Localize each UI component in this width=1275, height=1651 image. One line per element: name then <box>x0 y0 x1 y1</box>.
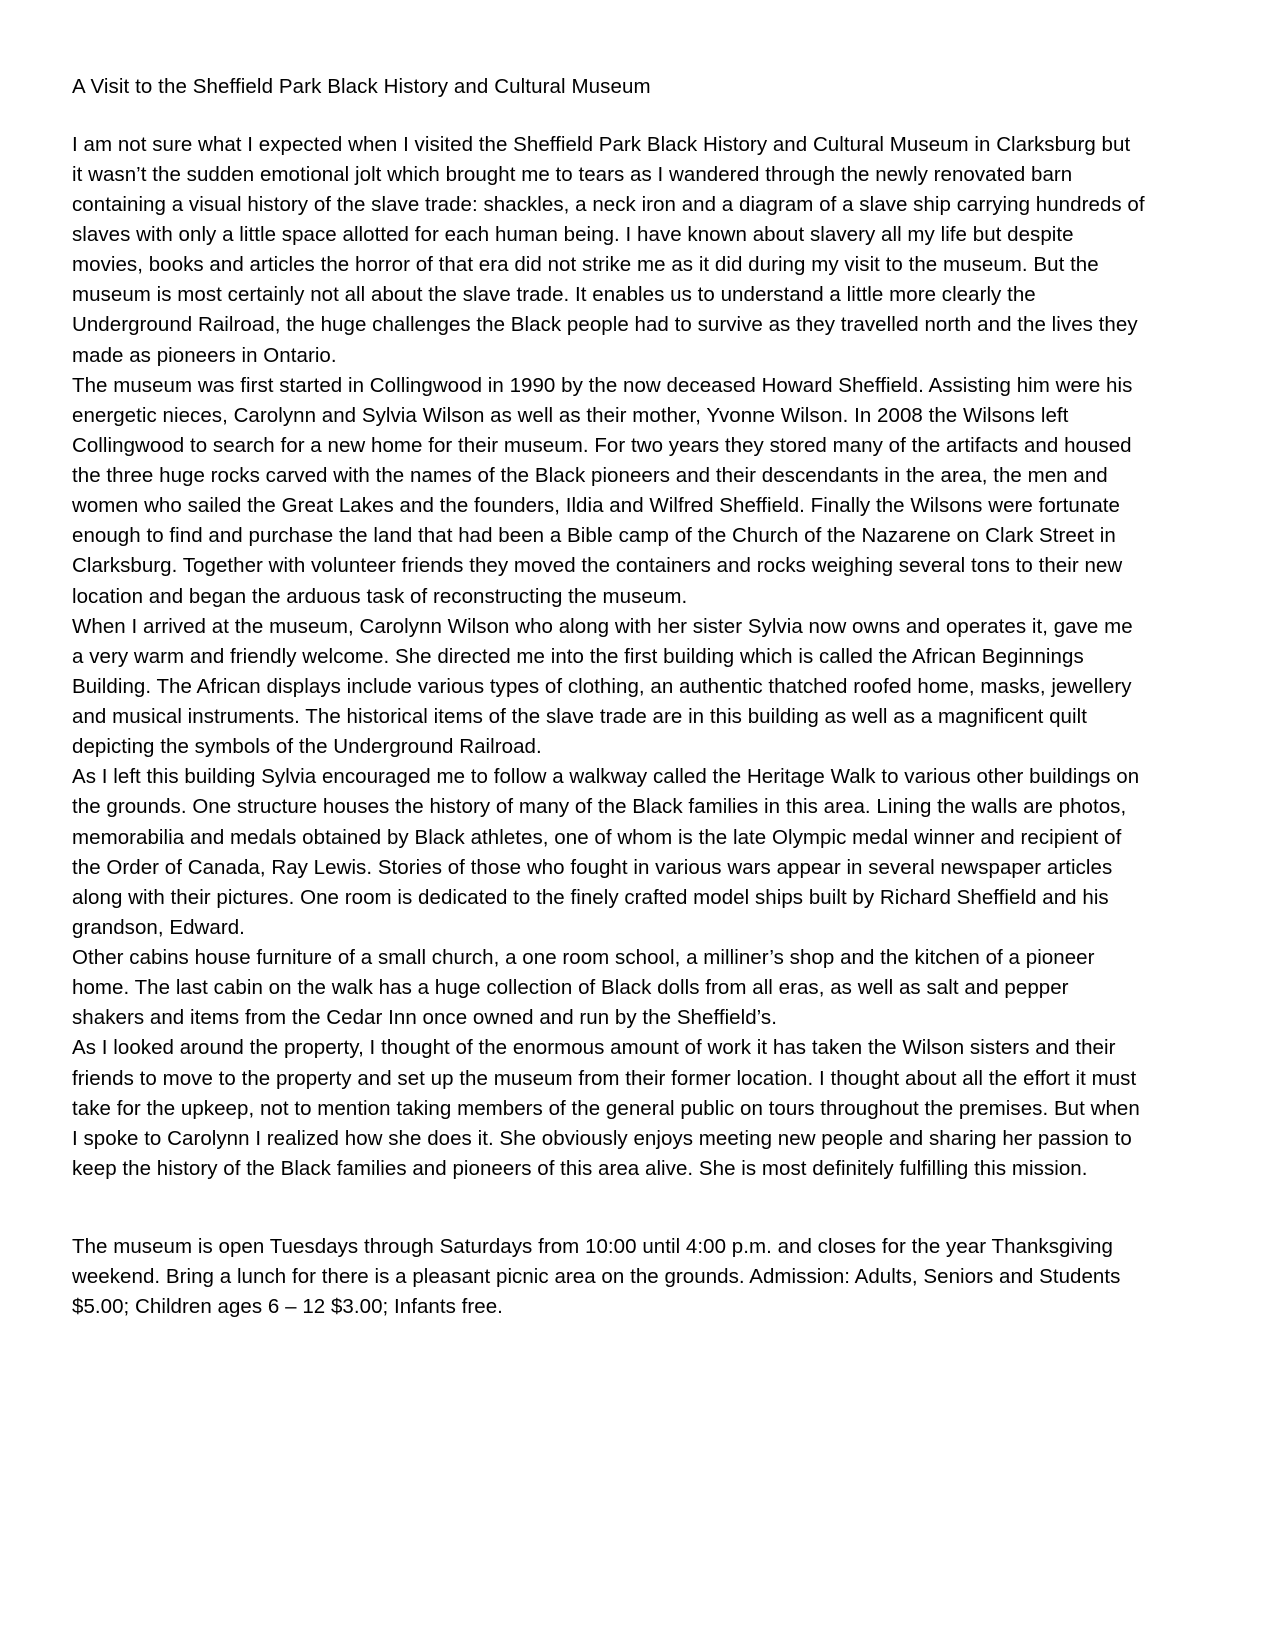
body-paragraph-5: Other cabins house furniture of a small church, a one room school, a milliner’s shop and the kitchen of a pioneer home. The last cabin on the walk has a huge collection of Black dolls from all eras, as well as salt and pepper shakers and items from the Cedar Inn once owned and run by the Sheffield’s. <box>72 946 1095 1030</box>
body-paragraph-6: As I looked around the property, I thought of the enormous amount of work it has taken the Wilson sisters and their friends to move to the property and set up the museum from their former location. I thought about all the effort it must take for the upkeep, not to mention taking members of the general public on tours throughout the premises. But when I spoke to Carolynn I realized how she does it. She obviously enjoys meeting new people and sharing her passion to keep the history of the Black families and pioneers of this area alive. She is most definitely fulfilling this mission. <box>72 1036 1140 1180</box>
body-paragraph-2: The museum was first started in Collingwood in 1990 by the now deceased Howard Sheffield. Assisting him were his energetic nieces, Carolynn and Sylvia Wilson as well as their mother, Yvonne Wilson. In 2008 the Wilsons left Collingwood to search for a new home for their museum. For two years they stored many of the artifacts and housed the three huge rocks carved with the names of the Black pioneers and their descendants in the area, the men and women who sailed the Great Lakes and the founders, Ildia and Wilfred Sheffield. Finally the Wilsons were fortunate enough to find and purchase the land that had been a Bible camp of the Church of the Nazarene on Clark Street in Clarksburg. Together with volunteer friends they moved the containers and rocks weighing several tons to their new location and began the arduous task of reconstructing the museum. <box>72 373 1133 608</box>
body-paragraph-1: I am not sure what I expected when I visited the Sheffield Park Black History and Cultural Museum in Clarksburg but it wasn’t the sudden emotional jolt which brought me to tears as I wandered through the newly renovated barn containing a visual history of the slave trade: shackles, a neck iron and a diagram of a slave ship carrying hundreds of slaves with only a little space allotted for each human being. I have known about slavery all my life but despite movies, books and articles the horror of that era did not strike me as it did during my visit to the museum. But the museum is most certainly not all about the slave trade. It enables us to understand a little more clearly the Underground Railroad, the huge challenges the Black people had to survive as they travelled north and the lives they made as pioneers in Ontario. <box>72 132 1145 367</box>
paragraph-spacer <box>72 1184 1145 1232</box>
body-paragraph-3: When I arrived at the museum, Carolynn Wilson who along with her sister Sylvia now owns and operates it, gave me a very warm and friendly welcome. She directed me into the first building which is called the African Beginnings Building. The African displays include various types of clothing, an authentic thatched roofed home, masks, jewellery and musical instruments. The historical items of the slave trade are in this building as well as a magnificent quilt depicting the symbols of the Underground Railroad. <box>72 614 1133 759</box>
body-paragraph-4: As I left this building Sylvia encouraged me to follow a walkway called the Heritage Walk to various other buildings on the grounds. One structure houses the history of many of the Black families in this area. Lining the walls are photos, memorabilia and medals obtained by Black athletes, one of whom is the late Olympic medal winner and recipient of the Order of Canada, Ray Lewis. Stories of those who fought in various wars appear in several newspaper articles along with their pictures. One room is dedicated to the finely crafted model ships built by Richard Sheffield and his grandson, Edward. <box>72 765 1140 939</box>
document-title: A Visit to the Sheffield Park Black History and Cultural Museum <box>72 75 651 98</box>
visitor-information-paragraph: The museum is open Tuesdays through Saturdays from 10:00 until 4:00 p.m. and closes for the year Thanksgiving weekend. Bring a lunch for there is a pleasant picnic area on the grounds. Admission: Adults, Seniors and Students $5.00; Children ages 6 – 12 $3.00; Infants free. <box>72 1235 1121 1319</box>
